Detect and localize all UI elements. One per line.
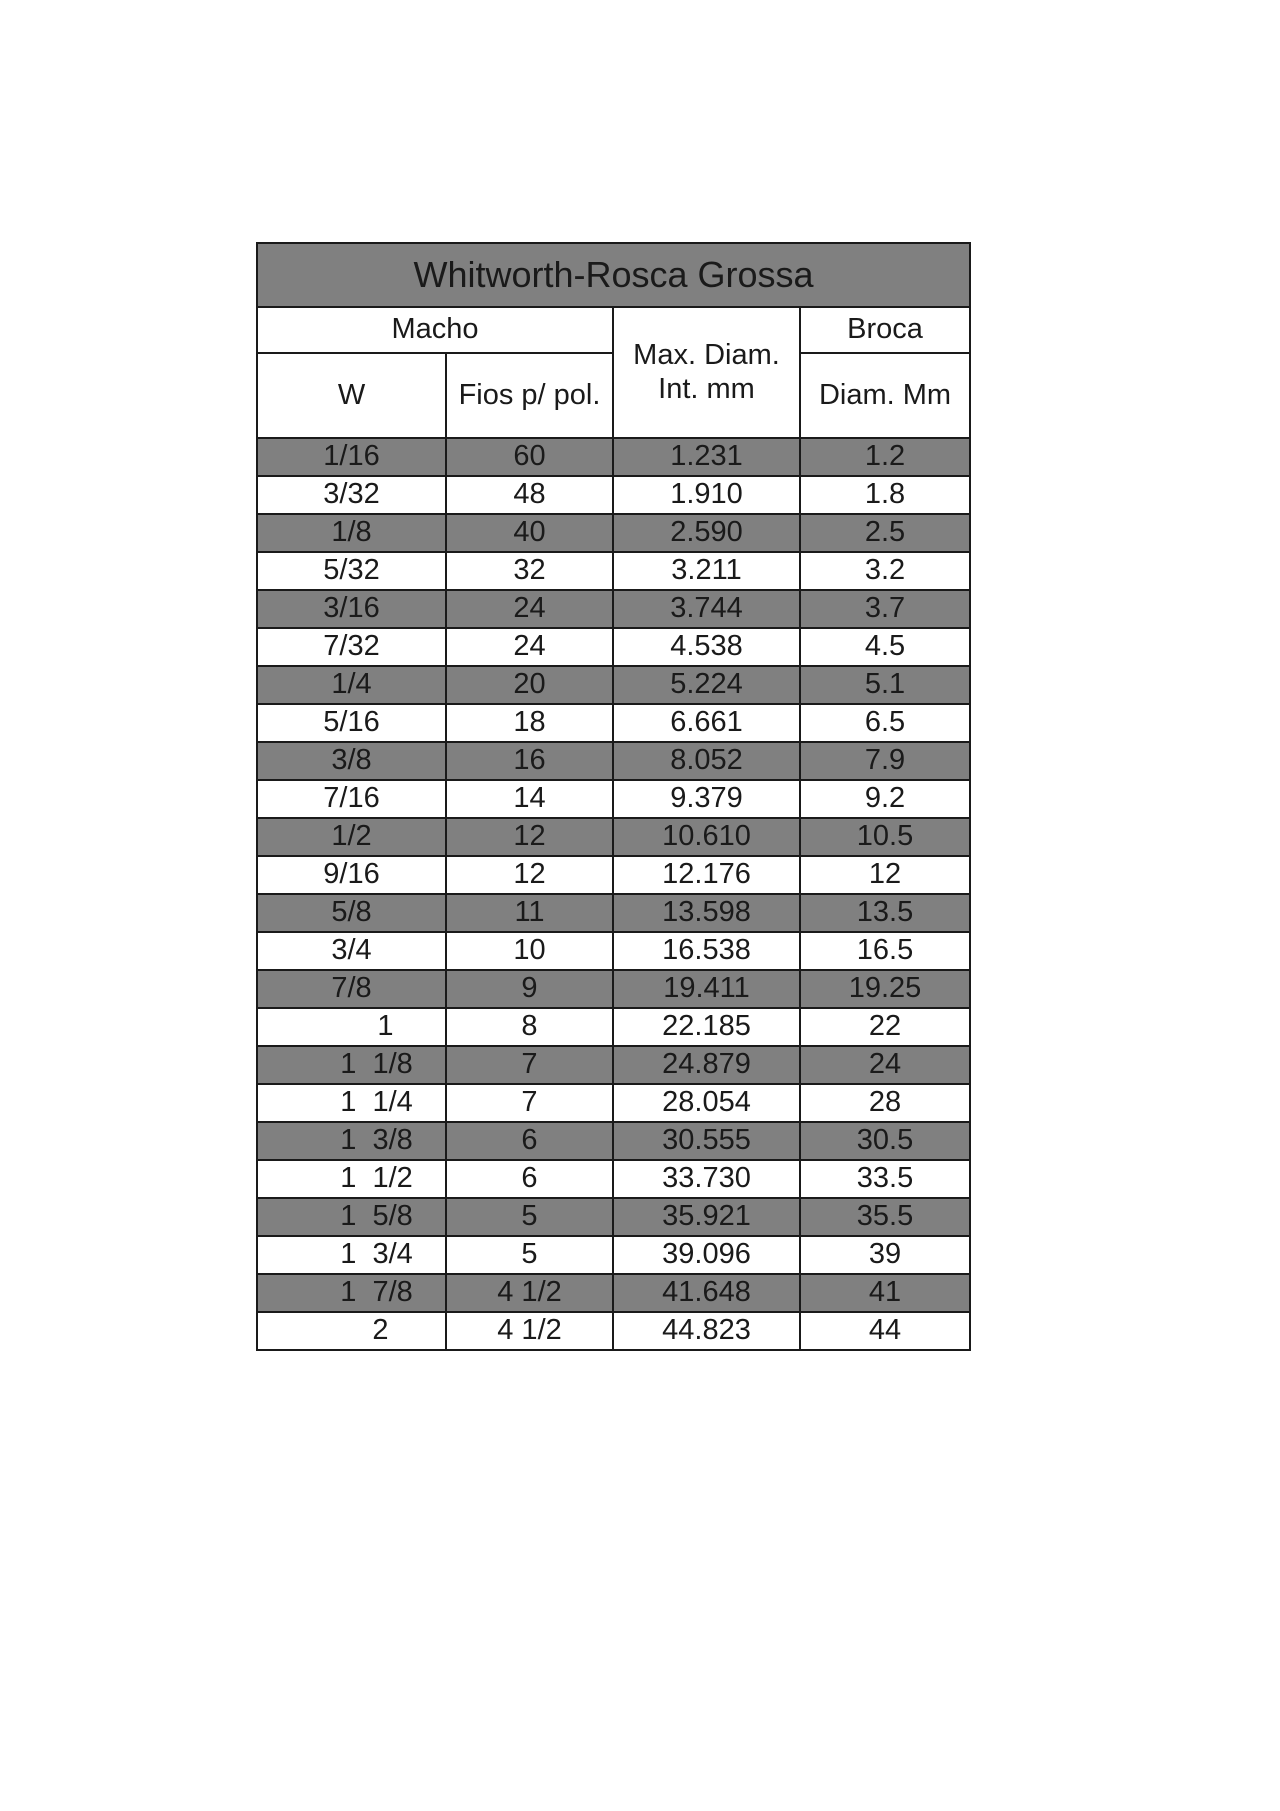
max-diam-cell: 9.379: [613, 780, 800, 818]
fios-cell: 7: [446, 1084, 613, 1122]
broca-cell: 28: [800, 1084, 970, 1122]
fios-cell: 24: [446, 590, 613, 628]
w-cell: 3/32: [257, 476, 446, 514]
fios-cell: 4 1/2: [446, 1312, 613, 1350]
w-cell: 5/8: [257, 894, 446, 932]
fios-cell: 18: [446, 704, 613, 742]
broca-cell: 4.5: [800, 628, 970, 666]
fios-header: Fios p/ pol.: [446, 353, 613, 438]
table-row: [257, 1274, 970, 1312]
max-diam-cell: 30.555: [613, 1122, 800, 1160]
broca-cell: 39: [800, 1236, 970, 1274]
broca-cell: 24: [800, 1046, 970, 1084]
table-row: [257, 1160, 970, 1198]
table-row: [257, 818, 970, 856]
w-cell: 5/32: [257, 552, 446, 590]
table-row: [257, 856, 970, 894]
table-row: [257, 932, 970, 970]
header-row-1: [257, 307, 970, 353]
w-cell: 1 1/2: [257, 1160, 446, 1198]
broca-cell: 3.2: [800, 552, 970, 590]
table-row: [257, 590, 970, 628]
fios-cell: 7: [446, 1046, 613, 1084]
w-cell: 2: [257, 1312, 446, 1350]
table-row: [257, 628, 970, 666]
fios-cell: 40: [446, 514, 613, 552]
broca-cell: 3.7: [800, 590, 970, 628]
max-diam-cell: 39.096: [613, 1236, 800, 1274]
max-diam-cell: 1.910: [613, 476, 800, 514]
macho-header: Macho: [257, 307, 613, 353]
whitworth-sheet: [256, 242, 969, 1351]
fios-cell: 9: [446, 970, 613, 1008]
table-row: [257, 476, 970, 514]
broca-cell: 1.8: [800, 476, 970, 514]
w-cell: 1 3/8: [257, 1122, 446, 1160]
w-cell: 1/4: [257, 666, 446, 704]
max-diam-cell: 8.052: [613, 742, 800, 780]
broca-cell: 35.5: [800, 1198, 970, 1236]
w-cell: 1: [257, 1008, 446, 1046]
table-row: [257, 1008, 970, 1046]
w-cell: 7/16: [257, 780, 446, 818]
broca-cell: 10.5: [800, 818, 970, 856]
broca-cell: 6.5: [800, 704, 970, 742]
w-cell: 3/4: [257, 932, 446, 970]
title-row: [257, 243, 970, 307]
max-diam-cell: 6.661: [613, 704, 800, 742]
table-row: [257, 780, 970, 818]
max-diam-cell: 4.538: [613, 628, 800, 666]
w-cell: 1/16: [257, 438, 446, 476]
broca-cell: 22: [800, 1008, 970, 1046]
broca-cell: 19.25: [800, 970, 970, 1008]
w-cell: 1 7/8: [257, 1274, 446, 1312]
w-cell: 1 1/4: [257, 1084, 446, 1122]
max-diam-cell: 33.730: [613, 1160, 800, 1198]
w-cell: 1/2: [257, 818, 446, 856]
broca-header: Broca: [800, 307, 970, 353]
broca-cell: 16.5: [800, 932, 970, 970]
fios-cell: 4 1/2: [446, 1274, 613, 1312]
fios-cell: 16: [446, 742, 613, 780]
table-row: [257, 1198, 970, 1236]
fios-cell: 20: [446, 666, 613, 704]
max-diam-cell: 41.648: [613, 1274, 800, 1312]
fios-cell: 32: [446, 552, 613, 590]
table-row: [257, 894, 970, 932]
broca-cell: 30.5: [800, 1122, 970, 1160]
table-row: [257, 1046, 970, 1084]
max-diam-cell: 1.231: [613, 438, 800, 476]
max-diam-cell: 2.590: [613, 514, 800, 552]
broca-cell: 5.1: [800, 666, 970, 704]
w-cell: 3/16: [257, 590, 446, 628]
broca-cell: 9.2: [800, 780, 970, 818]
fios-cell: 11: [446, 894, 613, 932]
w-header: W: [257, 353, 446, 438]
w-cell: 9/16: [257, 856, 446, 894]
max-diam-cell: 28.054: [613, 1084, 800, 1122]
fios-cell: 6: [446, 1122, 613, 1160]
max-diam-header: [613, 307, 800, 438]
fios-cell: 10: [446, 932, 613, 970]
fios-cell: 48: [446, 476, 613, 514]
max-diam-cell: 3.211: [613, 552, 800, 590]
max-diam-cell: 10.610: [613, 818, 800, 856]
max-diam-cell: 13.598: [613, 894, 800, 932]
broca-cell: 13.5: [800, 894, 970, 932]
max-diam-cell: 5.224: [613, 666, 800, 704]
table-row: [257, 666, 970, 704]
diam-mm-header: Diam. Mm: [800, 353, 970, 438]
fios-cell: 14: [446, 780, 613, 818]
table-row: [257, 438, 970, 476]
table-body: [257, 243, 970, 1350]
max-diam-cell: 16.538: [613, 932, 800, 970]
table-title: Whitworth-Rosca Grossa: [257, 243, 970, 307]
w-cell: 5/16: [257, 704, 446, 742]
table-row: [257, 1312, 970, 1350]
whitworth-thread-table: [256, 242, 971, 1351]
max-diam-cell: 24.879: [613, 1046, 800, 1084]
max-diam-cell: 44.823: [613, 1312, 800, 1350]
table-row: [257, 970, 970, 1008]
w-cell: 1/8: [257, 514, 446, 552]
fios-cell: 12: [446, 818, 613, 856]
max-diam-cell: 19.411: [613, 970, 800, 1008]
table-row: [257, 1122, 970, 1160]
fios-cell: 12: [446, 856, 613, 894]
fios-cell: 60: [446, 438, 613, 476]
w-cell: 1 3/4: [257, 1236, 446, 1274]
table-row: [257, 704, 970, 742]
max-diam-header-text: Max. Diam. Int. mm: [633, 339, 780, 405]
broca-cell: 1.2: [800, 438, 970, 476]
max-diam-cell: 22.185: [613, 1008, 800, 1046]
broca-cell: 44: [800, 1312, 970, 1350]
broca-cell: 7.9: [800, 742, 970, 780]
max-diam-cell: 35.921: [613, 1198, 800, 1236]
w-cell: 1 5/8: [257, 1198, 446, 1236]
fios-cell: 24: [446, 628, 613, 666]
fios-cell: 5: [446, 1236, 613, 1274]
table-row: [257, 1084, 970, 1122]
fios-cell: 5: [446, 1198, 613, 1236]
broca-cell: 2.5: [800, 514, 970, 552]
broca-cell: 33.5: [800, 1160, 970, 1198]
table-row: [257, 514, 970, 552]
w-cell: 7/8: [257, 970, 446, 1008]
broca-cell: 12: [800, 856, 970, 894]
max-diam-cell: 12.176: [613, 856, 800, 894]
broca-cell: 41: [800, 1274, 970, 1312]
fios-cell: 8: [446, 1008, 613, 1046]
w-cell: 1 1/8: [257, 1046, 446, 1084]
table-row: [257, 1236, 970, 1274]
max-diam-cell: 3.744: [613, 590, 800, 628]
table-row: [257, 742, 970, 780]
w-cell: 7/32: [257, 628, 446, 666]
fios-cell: 6: [446, 1160, 613, 1198]
w-cell: 3/8: [257, 742, 446, 780]
table-row: [257, 552, 970, 590]
